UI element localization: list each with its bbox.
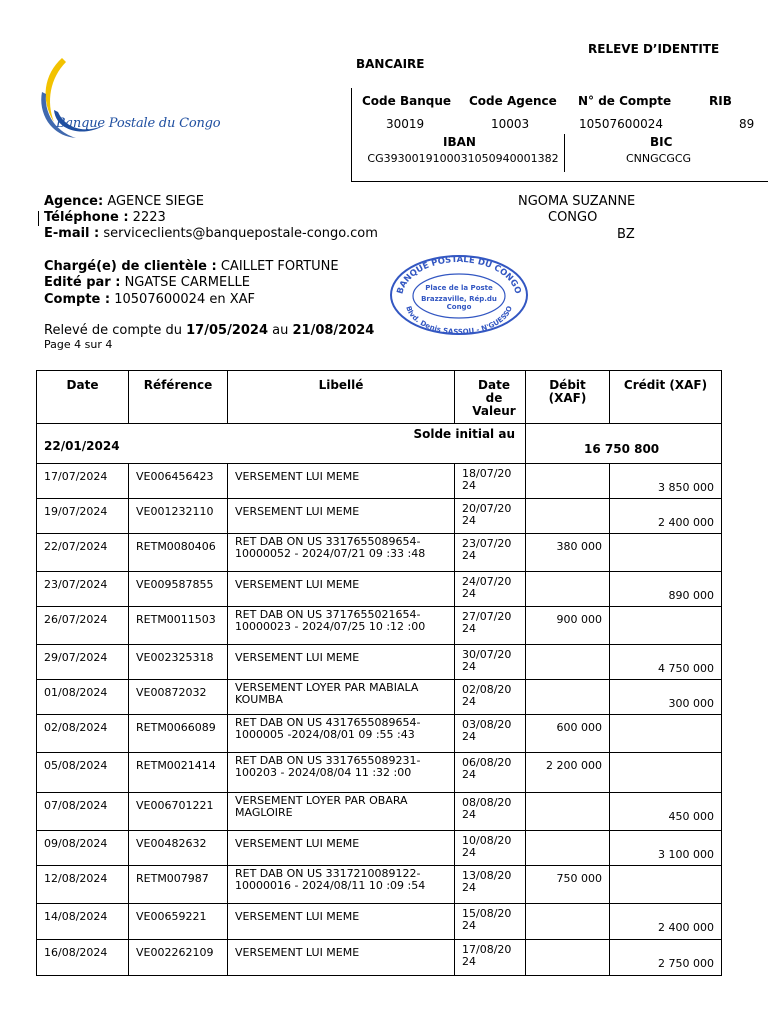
cell-date-valeur: 02/08/2024: [455, 680, 526, 715]
cell-debit: [526, 831, 610, 866]
table-row: [37, 866, 722, 904]
cell-reference: VE002325318: [129, 645, 228, 680]
cell-date: 12/08/2024: [37, 866, 129, 904]
cell-date-valeur: 27/07/2024: [455, 607, 526, 645]
cell-libelle: RET DAB ON US 3317655089654-10000052 - 2024/07/21 09 :33 :48: [228, 534, 455, 572]
cell-libelle: VERSEMENT LUI MEME: [228, 940, 455, 976]
cell-date-valeur: 20/07/2024: [455, 499, 526, 534]
header-debit: Débit (XAF): [526, 371, 610, 424]
cell-credit: 300 000: [610, 680, 722, 715]
period-prefix: Relevé de compte du: [44, 323, 187, 338]
header-reference: Référence: [129, 371, 228, 424]
cell-date-valeur: 13/08/2024: [455, 866, 526, 904]
cell-reference: VE00872032: [129, 680, 228, 715]
header-date: Date: [37, 371, 129, 424]
email-line: [44, 226, 378, 241]
cell-reference: VE006701221: [129, 793, 228, 831]
charge-line: [44, 259, 339, 274]
cell-credit: [610, 715, 722, 753]
cell-credit: [610, 866, 722, 904]
cell-debit: [526, 464, 610, 499]
table-row: [37, 715, 722, 753]
cell-debit: [526, 680, 610, 715]
cell-date: 14/08/2024: [37, 904, 129, 940]
cell-date: 09/08/2024: [37, 831, 129, 866]
cell-libelle: VERSEMENT LUI MEME: [228, 831, 455, 866]
bank-logo: [36, 52, 221, 142]
table-row: [37, 572, 722, 607]
cell-date-valeur: 06/08/2024: [455, 753, 526, 793]
cell-date: 22/07/2024: [37, 534, 129, 572]
cell-reference: RETM0011503: [129, 607, 228, 645]
cell-debit: 600 000: [526, 715, 610, 753]
cell-libelle: VERSEMENT LOYER PAR OBARA MAGLOIRE: [228, 793, 455, 831]
telephone-value: 2223: [132, 210, 166, 225]
cell-date: 23/07/2024: [37, 572, 129, 607]
charge-value: CAILLET FORTUNE: [220, 259, 339, 274]
table-header-row: [37, 371, 722, 424]
agence-label: Agence:: [44, 194, 104, 209]
cell-libelle: VERSEMENT LUI MEME: [228, 904, 455, 940]
header-date-valeur-text: Date de Valeur: [472, 378, 516, 418]
rib-header-code-banque: Code Banque: [362, 94, 452, 108]
cell-date: 26/07/2024: [37, 607, 129, 645]
period-end: 21/08/2024: [292, 323, 375, 338]
cell-libelle: VERSEMENT LUI MEME: [228, 645, 455, 680]
text-cursor: [38, 211, 39, 226]
cell-credit: 2 400 000: [610, 904, 722, 940]
cell-credit: 4 750 000: [610, 645, 722, 680]
cell-date-valeur: 24/07/2024: [455, 572, 526, 607]
client-code: BZ: [617, 227, 635, 242]
stamp-line1: Place de la Poste: [425, 284, 493, 292]
cell-date: 29/07/2024: [37, 645, 129, 680]
rib-value-code-banque: 30019: [386, 117, 425, 131]
cell-debit: 2 200 000: [526, 753, 610, 793]
cell-debit: [526, 793, 610, 831]
cell-reference: RETM0021414: [129, 753, 228, 793]
cell-credit: 450 000: [610, 793, 722, 831]
edite-value: NGATSE CARMELLE: [124, 275, 250, 290]
telephone-label: Téléphone :: [44, 210, 129, 225]
iban-label: IBAN: [443, 135, 476, 149]
cell-debit: 900 000: [526, 607, 610, 645]
cell-credit: 3 850 000: [610, 464, 722, 499]
bic-value: CNNGCGCG: [626, 152, 692, 165]
cell-date: 16/08/2024: [37, 940, 129, 976]
table-row: [37, 464, 722, 499]
svg-text:BANQUE POSTALE DU CONGO: BANQUE POSTALE DU CONGO: [395, 254, 523, 296]
table-row: [37, 534, 722, 572]
bank-stamp: [388, 254, 530, 336]
rib-value-rib: 89: [739, 117, 755, 131]
cell-reference: VE00659221: [129, 904, 228, 940]
cell-credit: [610, 607, 722, 645]
rib-box: [351, 88, 768, 182]
cell-debit: [526, 940, 610, 976]
cell-date-valeur: 03/08/2024: [455, 715, 526, 753]
period-middle: au: [268, 323, 293, 338]
cell-date: 01/08/2024: [37, 680, 129, 715]
email-value: serviceclients@banquepostale-congo.com: [103, 226, 378, 241]
telephone-line: [44, 210, 166, 225]
edite-line: [44, 275, 250, 290]
table-row: [37, 499, 722, 534]
rib-header-rib: RIB: [709, 94, 732, 108]
cell-reference: RETM0080406: [129, 534, 228, 572]
cell-date-valeur: 30/07/2024: [455, 645, 526, 680]
agence-line: [44, 194, 204, 209]
compte-label: Compte :: [44, 292, 111, 307]
table-row: [37, 645, 722, 680]
cell-credit: 2 750 000: [610, 940, 722, 976]
header-credit: Crédit (XAF): [610, 371, 722, 424]
cell-debit: [526, 499, 610, 534]
cell-date: 19/07/2024: [37, 499, 129, 534]
cell-libelle: RET DAB ON US 3317210089122-10000016 - 2024/08/11 10 :09 :54: [228, 866, 455, 904]
solde-label: Solde initial au: [413, 427, 515, 441]
cell-date: 17/07/2024: [37, 464, 129, 499]
compte-value: 10507600024 en XAF: [114, 292, 255, 307]
doc-title-line2: BANCAIRE: [356, 57, 425, 71]
client-name: NGOMA SUZANNE: [518, 194, 636, 209]
page-number: Page 4 sur 4: [44, 338, 113, 351]
rib-header-code-agence: Code Agence: [469, 94, 557, 108]
table-row: [37, 904, 722, 940]
solde-label-cell: [37, 424, 526, 464]
cell-libelle: VERSEMENT LUI MEME: [228, 572, 455, 607]
email-label: E-mail :: [44, 226, 100, 241]
cell-libelle: VERSEMENT LUI MEME: [228, 499, 455, 534]
cell-libelle: RET DAB ON US 4317655089654-1000005 -2024/08/01 09 :55 :43: [228, 715, 455, 753]
solde-amount: 16 750 800: [584, 442, 660, 456]
charge-label: Chargé(e) de clientèle :: [44, 259, 217, 274]
cell-debit: 750 000: [526, 866, 610, 904]
cell-libelle: VERSEMENT LUI MEME: [228, 464, 455, 499]
doc-title-line1: RELEVE D’IDENTITE: [588, 42, 720, 56]
statement-period: [44, 323, 374, 338]
cell-date-valeur: 23/07/2024: [455, 534, 526, 572]
stamp-line2: Brazzaville, Rép.du Congo: [421, 295, 497, 311]
svg-text:Blvd. Denis SASSOU - N'GUESSO: Blvd. Denis SASSOU - N'GUESSO: [404, 305, 514, 336]
cell-debit: [526, 645, 610, 680]
cell-date-valeur: 15/08/2024: [455, 904, 526, 940]
cell-reference: VE001232110: [129, 499, 228, 534]
table-row: [37, 831, 722, 866]
solde-row: [37, 424, 722, 464]
header-date-valeur: [455, 371, 526, 424]
cell-debit: [526, 572, 610, 607]
solde-amount-cell: [526, 424, 722, 464]
logo-wordmark: Banque Postale du Congo: [56, 116, 221, 131]
table-row: [37, 680, 722, 715]
cell-credit: [610, 753, 722, 793]
cell-date-valeur: 18/07/2024: [455, 464, 526, 499]
solde-date: 22/01/2024: [44, 439, 120, 453]
edite-label: Edité par :: [44, 275, 121, 290]
client-country: CONGO: [548, 210, 598, 225]
cell-credit: [610, 534, 722, 572]
rib-value-code-agence: 10003: [491, 117, 530, 131]
header-libelle: Libellé: [228, 371, 455, 424]
cell-date-valeur: 08/08/2024: [455, 793, 526, 831]
cell-date-valeur: 10/08/2024: [455, 831, 526, 866]
cell-debit: [526, 904, 610, 940]
cell-reference: VE002262109: [129, 940, 228, 976]
cell-reference: VE009587855: [129, 572, 228, 607]
agence-value: AGENCE SIEGE: [107, 194, 204, 209]
cell-reference: VE006456423: [129, 464, 228, 499]
bic-label: BIC: [650, 135, 673, 149]
cell-date: 05/08/2024: [37, 753, 129, 793]
table-row: [37, 940, 722, 976]
cell-reference: RETM007987: [129, 866, 228, 904]
rib-header-no-compte: N° de Compte: [578, 94, 672, 108]
cell-date: 02/08/2024: [37, 715, 129, 753]
cell-credit: 2 400 000: [610, 499, 722, 534]
cell-date: 07/08/2024: [37, 793, 129, 831]
cell-reference: RETM0066089: [129, 715, 228, 753]
iban-value: CG3930019100031050940001382: [367, 152, 559, 165]
cell-credit: 3 100 000: [610, 831, 722, 866]
period-start: 17/05/2024: [186, 323, 268, 338]
cell-date-valeur: 17/08/2024: [455, 940, 526, 976]
cell-debit: 380 000: [526, 534, 610, 572]
cell-libelle: RET DAB ON US 3717655021654-10000023 - 2024/07/25 10 :12 :00: [228, 607, 455, 645]
cell-libelle: VERSEMENT LOYER PAR MABIALA KOUMBA: [228, 680, 455, 715]
statement-table: [36, 370, 722, 976]
rib-value-no-compte: 10507600024: [579, 117, 663, 131]
compte-line: [44, 292, 255, 307]
table-row: [37, 607, 722, 645]
cell-libelle: RET DAB ON US 3317655089231-100203 - 2024/08/04 11 :32 :00: [228, 753, 455, 793]
table-row: [37, 753, 722, 793]
table-row: [37, 793, 722, 831]
cell-credit: 890 000: [610, 572, 722, 607]
cell-reference: VE00482632: [129, 831, 228, 866]
